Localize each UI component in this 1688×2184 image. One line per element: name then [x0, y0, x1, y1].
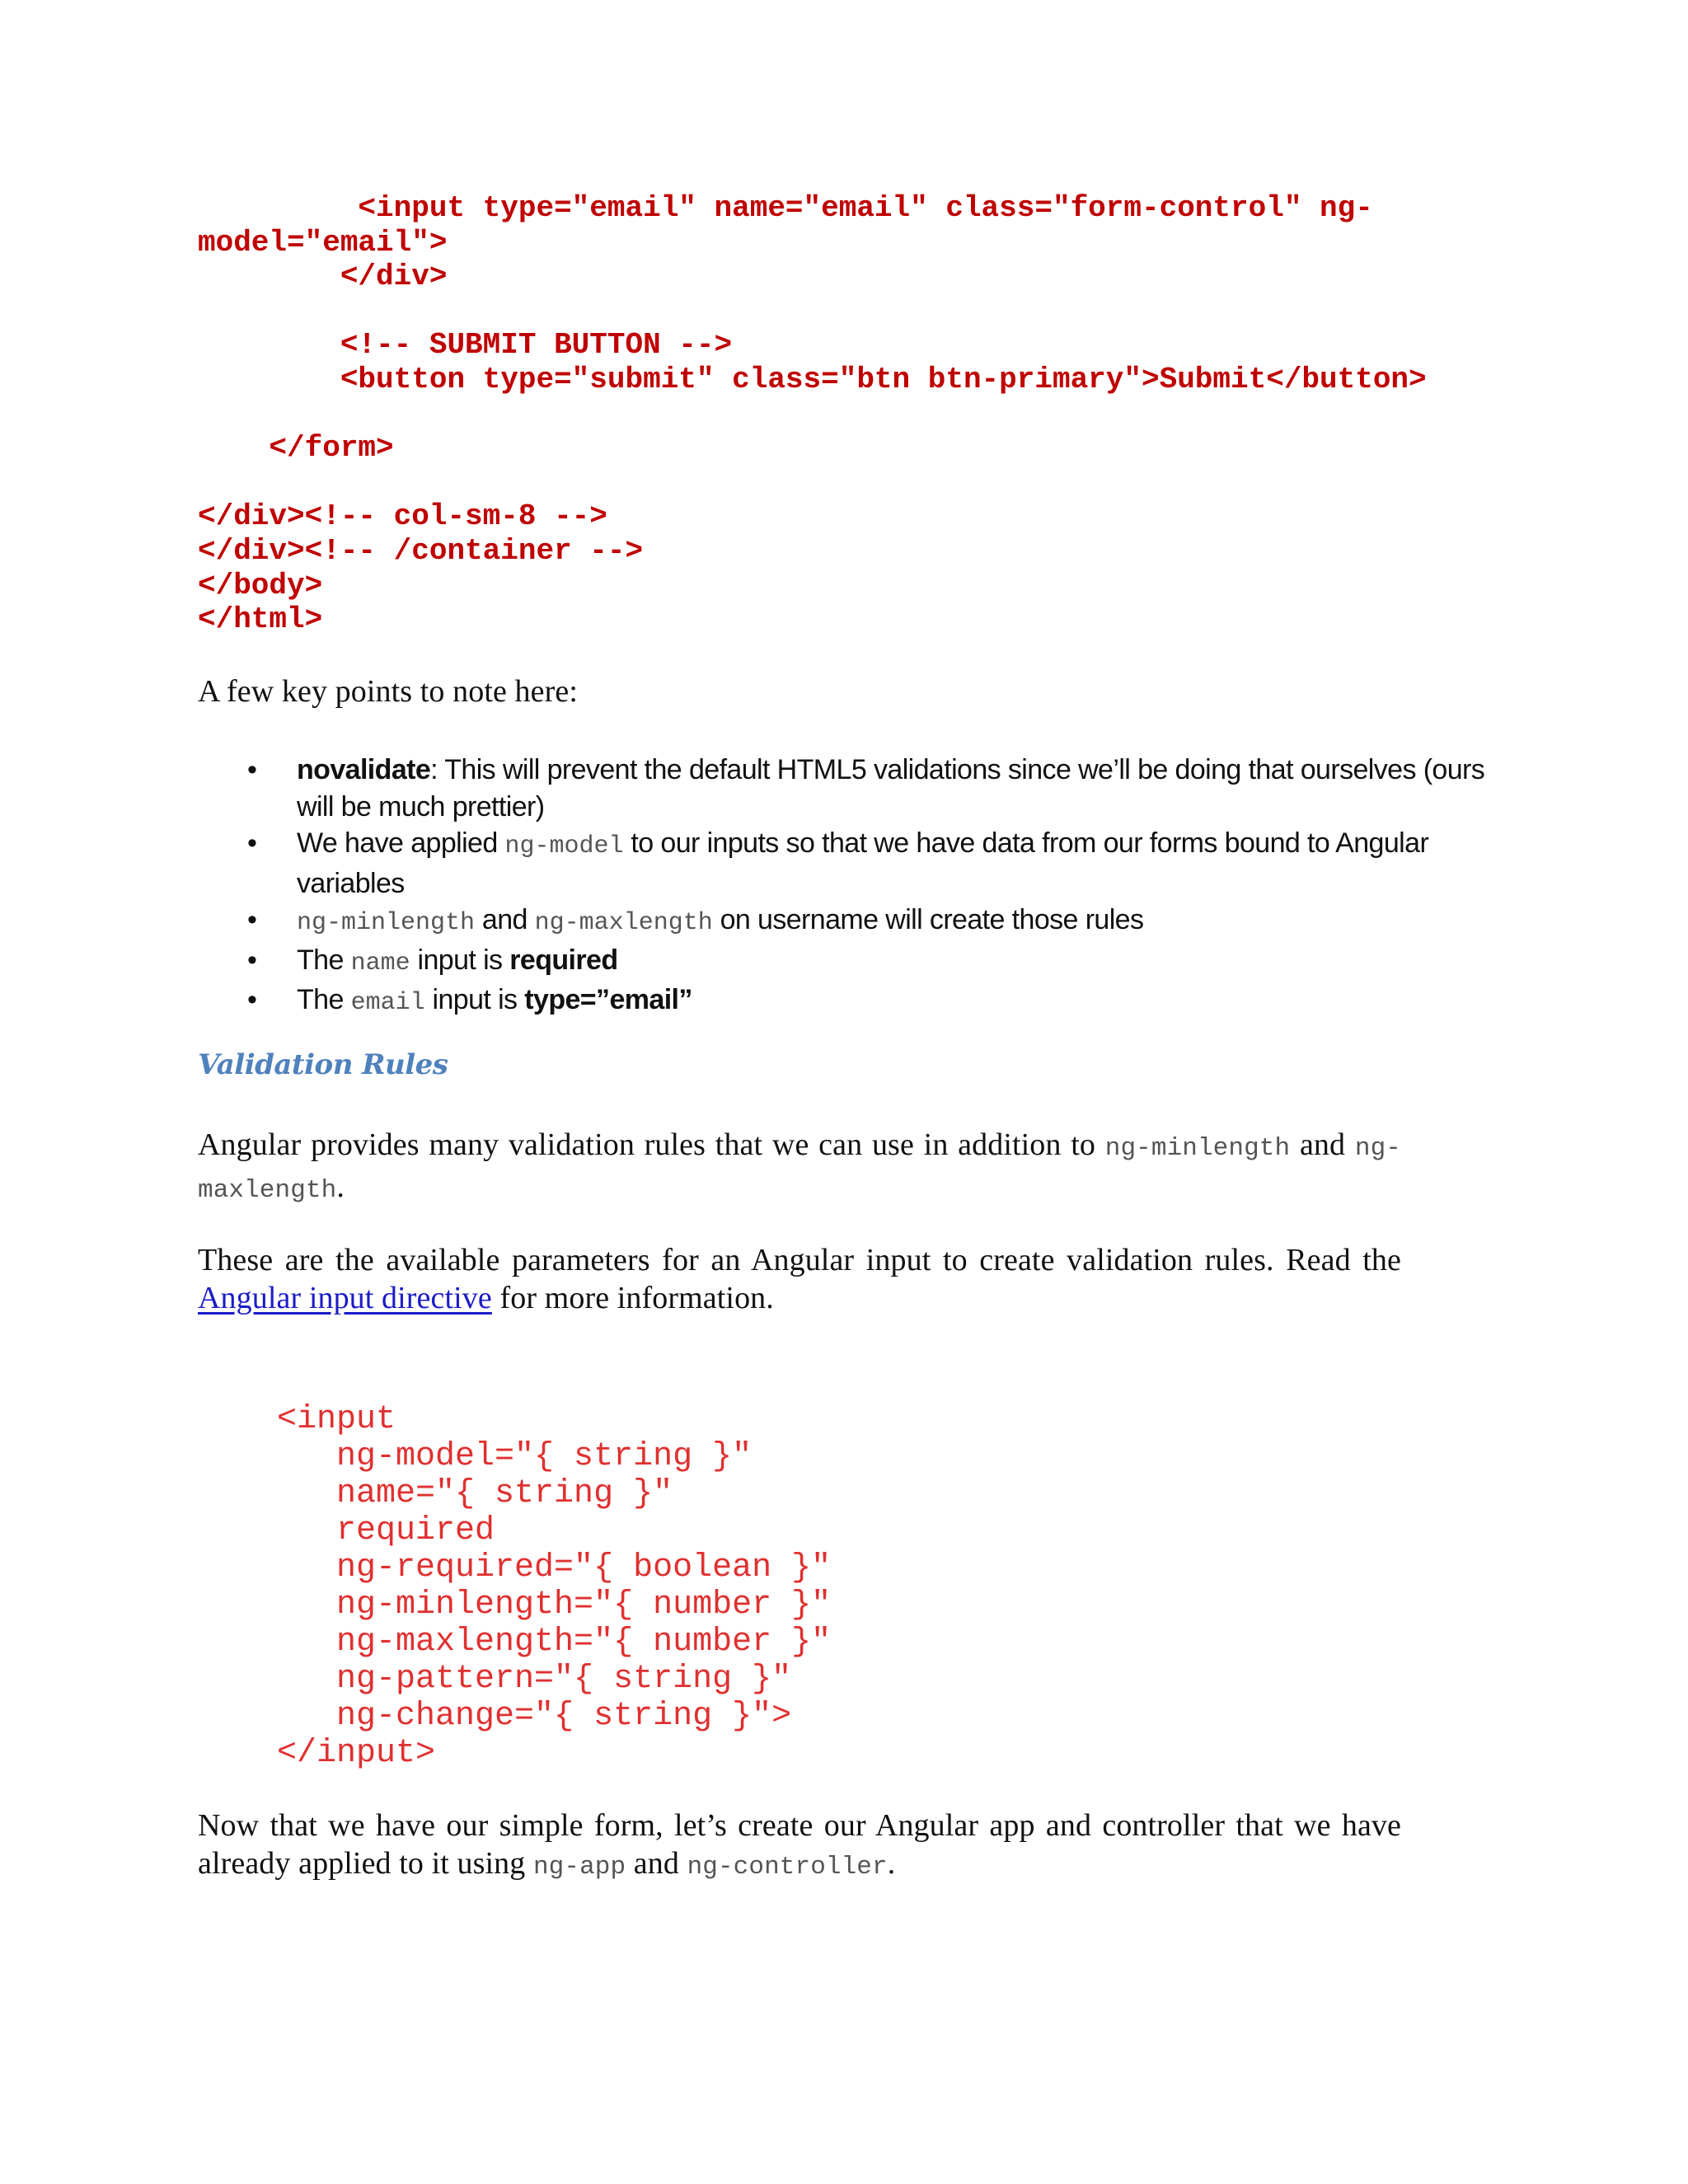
inline-code: ng-minlength — [1104, 1134, 1291, 1163]
bullet-icon: • — [247, 904, 257, 935]
code-line: model="email"> — [198, 225, 448, 260]
code-line: </body> — [198, 568, 323, 602]
paragraph-text: . — [887, 1846, 896, 1881]
angular-input-directive-link[interactable]: Angular input directive — [198, 1281, 492, 1315]
code-line: ng-maxlength="{ number }" — [277, 1624, 832, 1661]
paragraph-text: Now that we have our simple form, let’s create our Angular app and controller that we have already applied to it using — [198, 1808, 1401, 1881]
list-item — [198, 942, 1500, 982]
code-line: name="{ string }" — [277, 1475, 673, 1512]
code-line: ng-required="{ boolean }" — [277, 1549, 832, 1586]
inline-code: ng-maxlength — [534, 909, 713, 937]
code-line: ng-change="{ string }"> — [277, 1698, 792, 1735]
code-line — [198, 397, 1484, 432]
code-line: </div><!-- col-sm-8 --> — [198, 499, 607, 534]
bullet-text: The — [297, 984, 351, 1015]
inline-code: email — [350, 989, 425, 1017]
code-line: </div> — [198, 260, 448, 294]
paragraph-parameters — [198, 1241, 1401, 1317]
code-line — [198, 466, 1484, 500]
inline-code: ng-app — [532, 1853, 626, 1882]
code-line: <button type="submit" class="btn btn-primary">Submit</button> — [198, 362, 1427, 396]
code-block-html-form — [198, 191, 1484, 637]
code-line: ng-model="{ string }" — [277, 1438, 753, 1475]
bullet-icon: • — [247, 827, 257, 859]
bullet-text: on username will create those rules — [712, 904, 1144, 935]
code-line: ng-pattern="{ string }" — [277, 1661, 792, 1698]
key-points-intro: A few key points to note here: — [198, 674, 579, 709]
code-line — [198, 294, 1484, 329]
list-item — [198, 902, 1500, 942]
paragraph-next-steps — [198, 1807, 1401, 1886]
bullet-icon: • — [247, 754, 257, 785]
inline-code: ng-minlength — [297, 909, 476, 937]
paragraph-text: Angular provides many validation rules that we can use in addition to — [198, 1127, 1105, 1162]
paragraph-text: . — [336, 1169, 345, 1204]
paragraph-validation-rules — [198, 1126, 1401, 1210]
bullet-text: input is — [424, 984, 525, 1015]
list-item — [198, 752, 1500, 825]
paragraph-text: These are the available parameters for an Angular input to create validation rules. Read the — [198, 1243, 1401, 1277]
bullet-text: The — [297, 944, 351, 976]
bullet-text: input is — [410, 944, 510, 976]
bullet-text: We have applied — [297, 827, 505, 859]
paragraph-text: and — [1290, 1127, 1355, 1162]
key-points-list — [198, 752, 1500, 1022]
bullet-icon: • — [247, 984, 257, 1015]
inline-code: ng-model — [504, 832, 624, 860]
bullet-text: : This will prevent the default HTML5 validations since we’ll be doing that ourselves (ours will be much prettier) — [297, 754, 1485, 823]
inline-code: ng-maxlength — [198, 1134, 1401, 1205]
code-line: </input> — [277, 1735, 436, 1772]
bullet-term: required — [509, 944, 618, 976]
code-block-input-parameters — [277, 1401, 831, 1772]
bullet-icon: • — [247, 944, 257, 976]
section-heading: Validation Rules — [198, 1048, 448, 1081]
code-line: <input type="email" name="email" class="form-control" ng- — [198, 191, 1373, 225]
code-line: </html> — [198, 602, 323, 637]
bullet-text: and — [475, 904, 535, 935]
code-line: <input — [277, 1401, 396, 1438]
list-item — [198, 982, 1500, 1022]
bullet-text: to our inputs so that we have data from our forms bound to Angular variables — [297, 827, 1429, 899]
code-line: ng-minlength="{ number }" — [277, 1586, 832, 1624]
inline-code: ng-controller — [687, 1853, 888, 1882]
code-line: </form> — [198, 431, 394, 466]
list-item — [198, 825, 1500, 902]
code-line: <!-- SUBMIT BUTTON --> — [198, 328, 733, 363]
bullet-term: type=”email” — [524, 984, 692, 1015]
code-line: required — [277, 1512, 495, 1549]
paragraph-text: and — [626, 1846, 687, 1881]
bullet-term: novalidate — [297, 754, 431, 785]
inline-code: name — [350, 949, 410, 977]
paragraph-text: for more information. — [491, 1281, 774, 1315]
code-line: </div><!-- /container --> — [198, 533, 644, 568]
